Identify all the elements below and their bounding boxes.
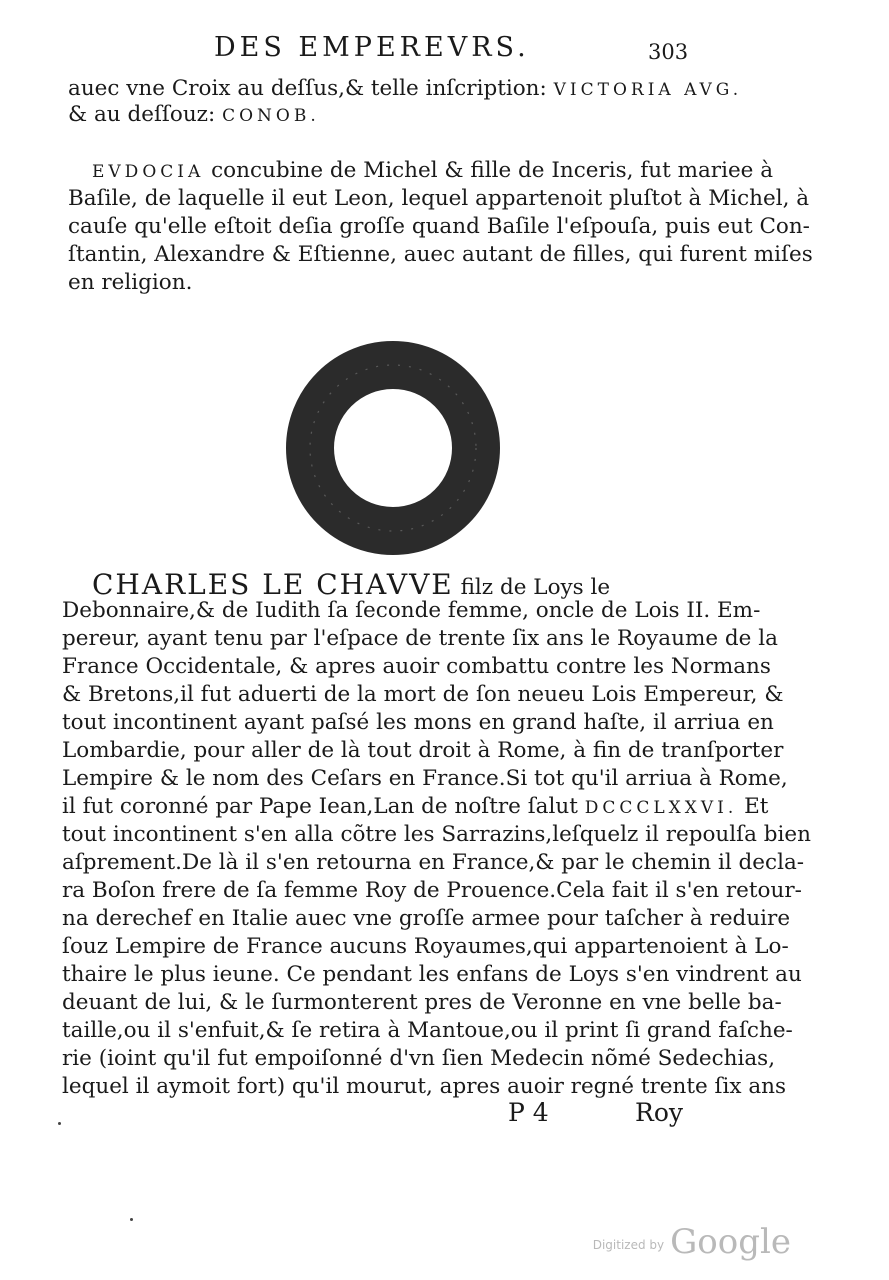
charles-line-13: na derechef en Italie auec vne groſſe armee pour taſcher à reduire [62, 906, 791, 931]
charles-line-16: deuant de lui, & le ſurmonterent pres de Veronne en vne belle ba- [62, 990, 782, 1015]
charles-line-19: lequel il aymoit fort) qu'il mourut, apres auoir regné trente ſix ans [62, 1074, 787, 1099]
google-logo: Google [670, 1222, 791, 1262]
intro-line-2-text: & au deſſouz: [68, 102, 216, 127]
eudocia-line-2: Baſile, de laquelle il eut Leon, lequel appartenoit pluſtot à Michel, à [68, 186, 810, 211]
charles-line-4: France Occidentale, & apres auoir combattu contre les Normans [62, 654, 771, 679]
charles-line-14: ſouz Lempire de France aucuns Royaumes,qui appartenoient à Lo- [62, 934, 789, 959]
charles-line-8: Lempire & le nom des Ceſars en France.Si tot qu'il arriua à Rome, [62, 766, 788, 791]
charles-line-17: taille,ou il s'enfuit,& ſe retira à Mantoue,ou il print ſi grand faſche- [62, 1018, 793, 1043]
page-number: 303 [648, 40, 689, 64]
medal-ring-illustration [285, 340, 501, 556]
charles-line-6: tout incontinent ayant paſsé les mons en grand haſte, il arriua en [62, 710, 774, 735]
medal-ring [310, 365, 476, 531]
charles-line-1 [92, 568, 610, 601]
eudocia-line-4: ſtantin, Alexandre & Eſtienne, auec autant de filles, qui furent miſes [68, 242, 813, 267]
inscription-conob: CONOB. [222, 106, 320, 126]
charles-line-9-post: Et [744, 794, 769, 819]
digitized-by-label: Digitized by [592, 1238, 665, 1252]
charles-line-15: thaire le plus ieune. Ce pendant les enfans de Loys s'en vindrent au [62, 962, 802, 987]
scan-speck [130, 1218, 133, 1221]
charles-line-9 [62, 794, 768, 819]
intro-line-1 [68, 76, 742, 101]
charles-line-3: pereur, ayant tenu par l'eſpace de trente ſix ans le Royaume de la [62, 626, 778, 651]
catchword: Roy [635, 1098, 683, 1127]
running-head: DES EMPEREVRS. [214, 32, 530, 63]
intro-line-2 [68, 102, 320, 127]
charles-line-12: ra Boſon frere de ſa femme Roy de Prouence.Cela fait il s'en retour- [62, 878, 802, 903]
charles-line-5: & Bretons,il fut aduerti de la mort de ſon neueu Lois Empereur, & [62, 682, 784, 707]
scan-speck [58, 1122, 61, 1125]
intro-line-1-text: auec vne Croix au deſſus,& telle inſcription: [68, 76, 547, 101]
charles-line-10: tout incontinent s'en alla cõtre les Sarrazins,leſquelz il repoulſa bien [62, 822, 811, 847]
eudocia-name: EVDOCIA [92, 162, 205, 182]
charles-line-1-rest: filz de Loys le [460, 575, 611, 600]
charles-line-9-pre: il fut coronné par Pape Iean,Lan de noſtre ſalut [62, 794, 578, 819]
eudocia-line-1 [92, 158, 773, 183]
eudocia-line-3: cauſe qu'elle eſtoit deſia groſſe quand Baſile l'eſpouſa, puis eut Con- [68, 214, 810, 239]
signature-mark: P 4 [508, 1098, 549, 1127]
charles-line-7: Lombardie, pour aller de là tout droit à Rome, à fin de tranſporter [62, 738, 784, 763]
charles-line-18: rie (ioint qu'il fut empoiſonné d'vn ſien Medecin nõmé Sedechias, [62, 1046, 776, 1071]
charles-line-2: Debonnaire,& de Iudith ſa ſeconde femme, oncle de Lois II. Em- [62, 598, 761, 623]
charles-name: CHARLES LE CHAVVE [92, 568, 454, 601]
inscription-victoria: VICTORIA AVG. [553, 80, 743, 100]
year-numeral: DCCCLXXVI. [584, 798, 738, 818]
digitized-by-google-watermark [593, 1222, 791, 1262]
eudocia-line-5: en religion. [68, 270, 193, 295]
eudocia-line-1-rest: concubine de Michel & fille de Inceris, fut mariee à [211, 158, 774, 183]
charles-line-11: aſprement.De là il s'en retourna en France,& par le chemin il decla- [62, 850, 805, 875]
